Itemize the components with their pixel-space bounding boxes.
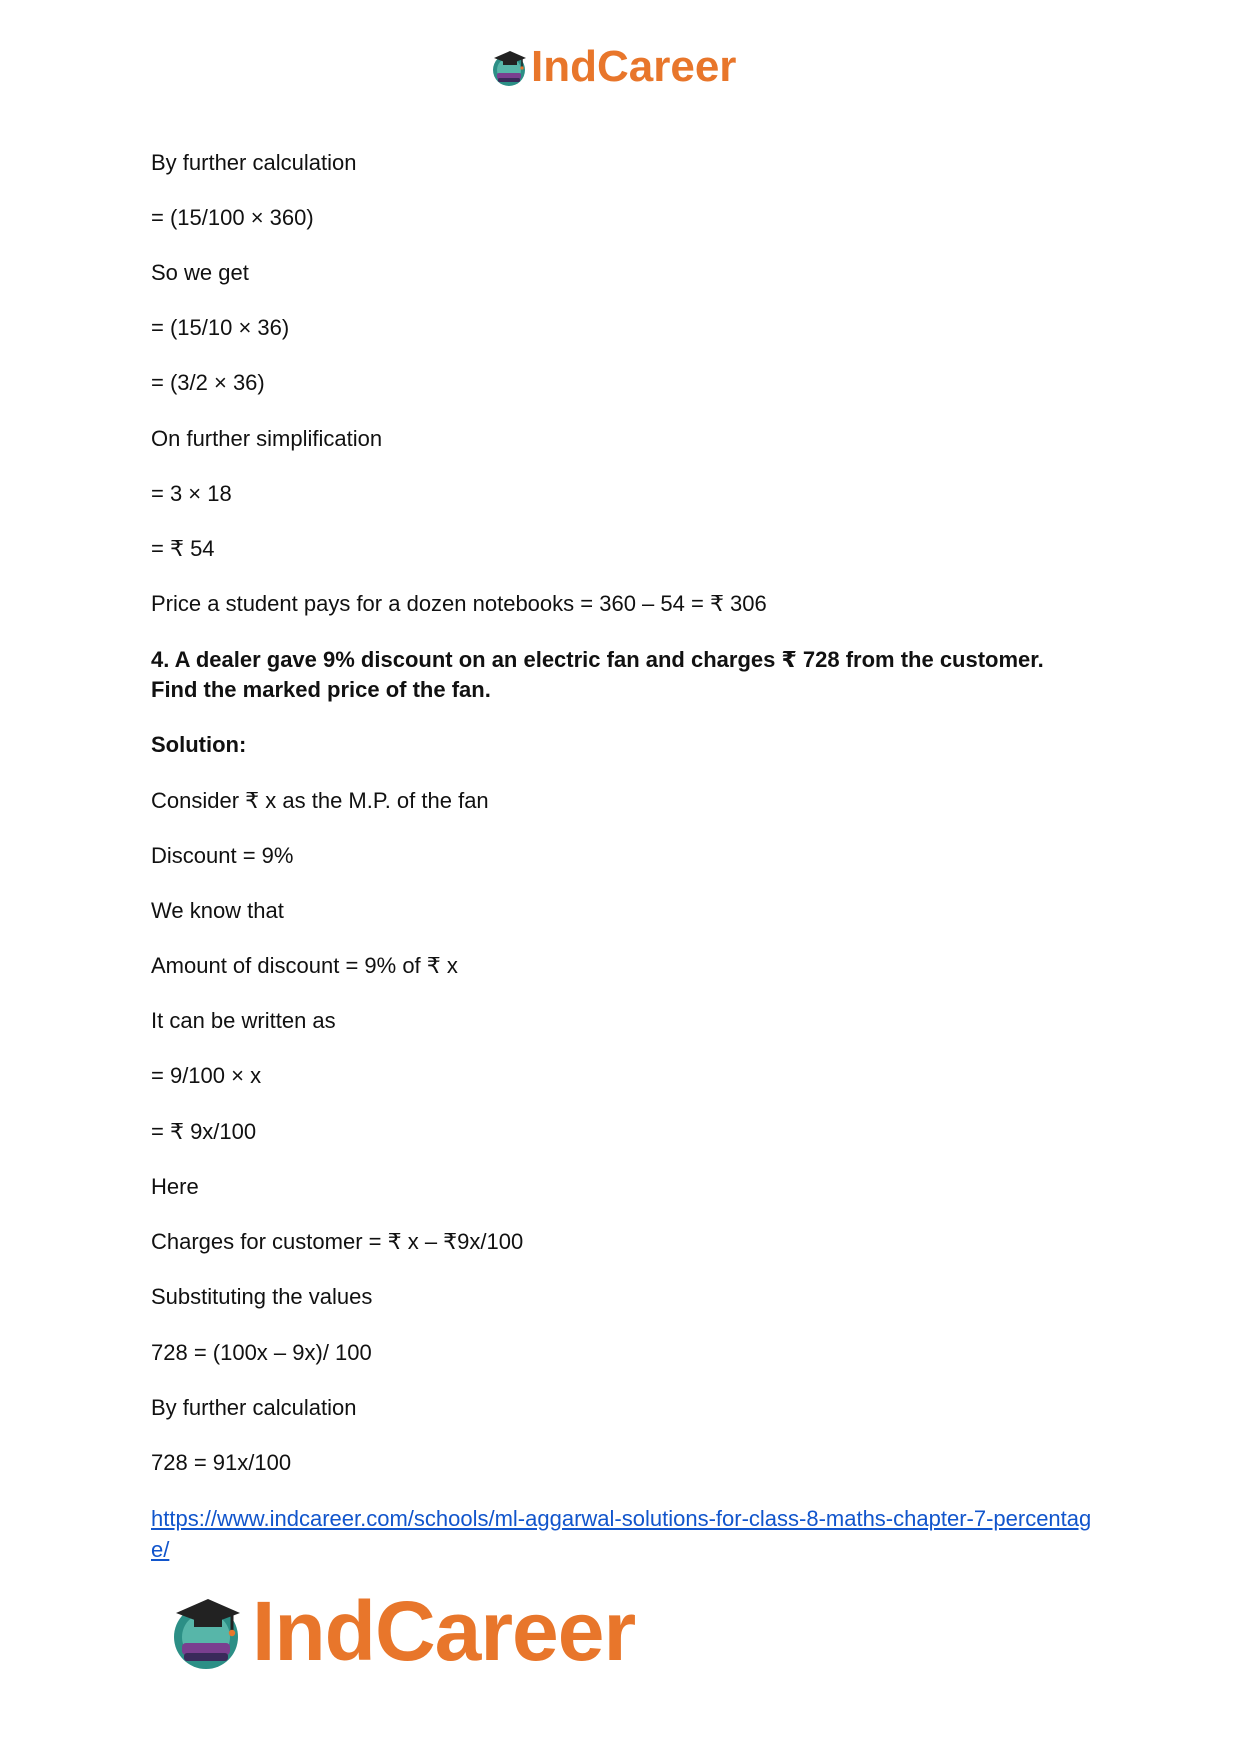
text-line: Price a student pays for a dozen notebooks = 360 – 54 = ₹ 306	[151, 591, 767, 616]
text-line: So we get	[151, 260, 249, 285]
text-line: = (3/2 × 36)	[151, 370, 265, 395]
text-line: By further calculation	[151, 1395, 357, 1420]
text-line: On further simplification	[151, 426, 383, 451]
text-line: Discount = 9%	[151, 843, 294, 868]
text-line: 728 = 91x/100	[151, 1450, 292, 1475]
question-line-1: 4. A dealer gave 9% discount on an electric fan and charges ₹ 728 from the customer.	[151, 647, 1044, 672]
text-line: Here	[151, 1174, 199, 1199]
text-line: = ₹ 9x/100	[151, 1119, 257, 1144]
question-line-2: Find the marked price of the fan.	[151, 677, 491, 702]
text-line: We know that	[151, 898, 284, 923]
logo-text: IndCareer	[531, 42, 737, 91]
text-line: Consider ₹ x as the M.P. of the fan	[151, 788, 489, 813]
text-line: = (15/100 × 360)	[151, 205, 314, 230]
text-line: Charges for customer = ₹ x – ₹9x/100	[151, 1229, 524, 1254]
footer-logo	[164, 1586, 635, 1676]
solution-label: Solution:	[151, 732, 247, 757]
text-line: 728 = (100x – 9x)/ 100	[151, 1340, 372, 1365]
text-line: Substituting the values	[151, 1284, 373, 1309]
text-line: = (15/10 × 36)	[151, 315, 290, 340]
logo-text: IndCareer	[252, 1584, 636, 1678]
text-line: = 3 × 18	[151, 481, 232, 506]
graduation-cap-globe-icon	[164, 1589, 248, 1673]
text-line: Amount of discount = 9% of ₹ x	[151, 953, 458, 978]
source-link[interactable]: https://www.indcareer.com/schools/ml-aggarwal-solutions-for-class-8-maths-chapter-7-percentage/	[151, 1506, 1092, 1562]
header-logo	[488, 42, 736, 92]
text-line: It can be written as	[151, 1008, 336, 1033]
text-line: By further calculation	[151, 150, 357, 175]
graduation-cap-globe-icon	[488, 46, 530, 88]
text-line: = 9/100 × x	[151, 1063, 262, 1088]
text-line: = ₹ 54	[151, 536, 215, 561]
